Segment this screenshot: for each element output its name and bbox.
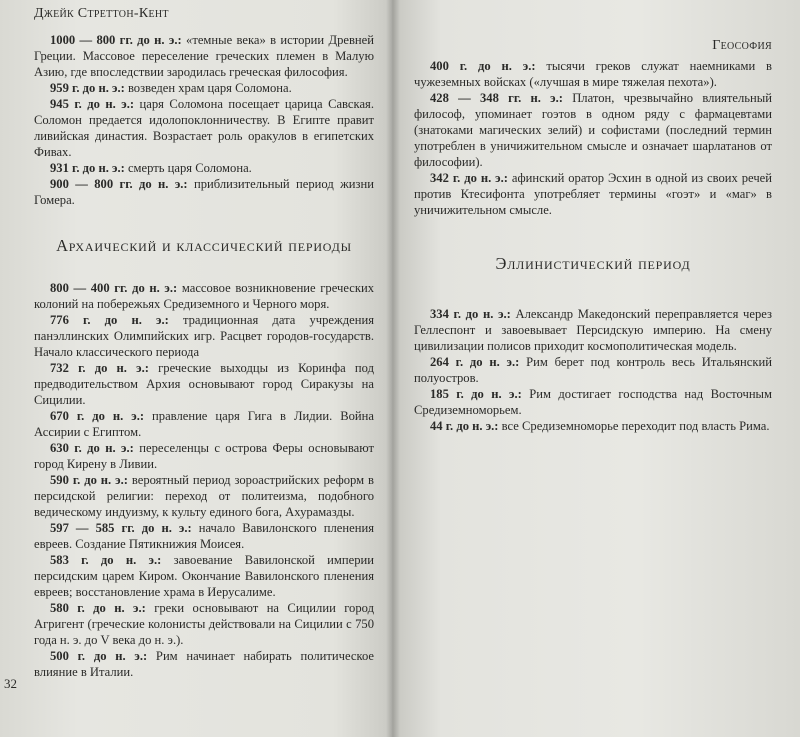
running-head-title: Геософия [712,38,772,53]
entry-date: 44 г. до н. э.: [430,419,499,433]
entry-text: царя Соломона посещает царица Савская. Соломон предается идолопоклонничеству. В Египте правит ливийская династия. Возрастает роль оракулов в египетских Фивах. [34,97,374,159]
entry-text: начало Вавилонского пленения евреев. Создание Пятикнижия Моисея. [34,521,374,551]
entry-date: 342 г. до н. э.: [430,171,508,185]
entry-date: 500 г. до н. э.: [50,649,148,663]
entry-date: 800 — 400 гг. до н. э.: [50,281,178,295]
timeline-entry [34,360,374,408]
entry-text: Рим берет под контроль весь Итальянский полуостров. [414,355,772,385]
timeline-entry [414,170,772,218]
running-head-author: Джейк Стреттон-Кент [34,6,169,21]
entry-text: традиционная дата учреждения панэллинских Олимпийских игр. Расцвет городов-государств. Начало классического периода [34,313,374,359]
entry-date: 670 г. до н. э.: [50,409,145,423]
entries-bottom-right [414,306,772,434]
timeline-entry [414,306,772,354]
timeline-entry [414,386,772,418]
entry-text: все Средиземноморье переходит под власть Рима. [498,419,770,433]
timeline-entry [34,600,374,648]
timeline-entry [34,176,374,208]
entry-date: 630 г. до н. э.: [50,441,134,455]
entry-text: приблизительный период жизни Гомера. [34,177,375,207]
entry-date: 428 — 348 гг. н. э.: [430,91,563,105]
right-page [392,0,800,737]
entry-text: афинский оратор Эсхин в одной из своих речей против Ктесифонта употребляет термины «гоэт» и «маг» в уничижительном смысле. [414,171,772,217]
entry-date: 334 г. до н. э.: [430,307,511,321]
timeline-entry [414,354,772,386]
entry-date: 945 г. до н. э.: [50,97,135,111]
timeline-entry [34,408,374,440]
entry-text: смерть царя Соломона. [124,161,252,175]
left-page [0,0,392,737]
entry-text: возведен храм царя Соломона. [124,81,292,95]
entry-text: Александр Македонский переправляется через Геллеспонт и завоевывает Персидскую империю. На смену цивилизации полисов приходит космополитическая модель. [414,307,772,353]
entry-text: греческие выходцы из Коринфа под предводительством Архия основывают город Сиракузы на Сицилии. [34,361,374,407]
entry-date: 900 — 800 гг. до н. э.: [50,177,188,191]
entry-date: 583 г. до н. э.: [50,553,162,567]
entry-date: 580 г. до н. э.: [50,601,146,615]
timeline-entry [34,520,374,552]
entry-text: Рим достигает господства над Восточным Средиземноморьем. [414,387,772,417]
timeline-entry [34,80,374,96]
entry-text: массовое возникновение греческих колоний на побережьях Средиземного и Черного моря. [34,281,374,311]
entry-date: 264 г. до н. э.: [430,355,520,369]
entry-date: 732 г. до н. э.: [50,361,149,375]
entry-date: 400 г. до н. э.: [430,59,536,73]
entry-date: 959 г. до н. э.: [50,81,125,95]
timeline-entry [34,96,374,160]
entry-text: переселенцы с острова Феры основывают город Кирену в Ливии. [34,441,375,471]
entries-top-left [34,32,374,208]
entry-date: 185 г. до н. э.: [430,387,522,401]
timeline-entry [34,648,374,680]
entry-text: правление царя Гига в Лидии. Война Ассирии с Египтом. [34,409,374,439]
entry-date: 590 г. до н. э.: [50,473,128,487]
timeline-entry [34,280,374,312]
entry-text: Рим начинает набирать политическое влияние в Италии. [34,649,374,679]
entry-date: 1000 — 800 гг. до н. э.: [50,33,182,47]
entry-text: завоевание Вавилонской империи персидским царем Киром. Окончание Вавилонского пленения евреев; восстановление храма в Иерусалиме. [34,553,374,599]
entry-date: 776 г. до н. э.: [50,313,169,327]
timeline-entry [34,440,374,472]
section-title-hellenistic: Эллинистический период [495,254,691,273]
entry-date: 597 — 585 гг. до н. э.: [50,521,192,535]
entry-text: «темные века» в истории Древней Греции. Массовое переселение греческих племен в Малую Азию, где впоследствии зародилась греческая философия. [34,33,374,79]
timeline-entry [414,90,772,170]
entry-text: вероятный период зороастрийских реформ в персидской религии: переход от политеизма, подобного ведическому индуизму, к культу единого бога, Ахурамазды. [34,473,374,519]
book-gutter [386,0,400,737]
timeline-entry [414,418,772,434]
entry-text: греки основывают на Сицилии город Агригент (греческие колонисты действовали на Сицилии с 750 года н. э. до V века до н. э.). [34,601,374,647]
timeline-entry [34,160,374,176]
timeline-entry [34,472,374,520]
section-title-archaic: Архаический и классический периоды [56,236,352,255]
entry-text: тысячи греков служат наемниками в чужеземных войсках («лучшая в мире тяжелая пехота»). [414,59,773,89]
timeline-entry [34,552,374,600]
entry-text: Платон, чрезвычайно влиятельный философ, упоминает гоэтов в одном ряду с фармацевтами (знатоками магических зелий) и софистами (последний термин употреблен в уничижительном смысле и означает шарлатанов от философии). [414,91,772,169]
entries-bottom-left [34,280,374,680]
timeline-entry [414,58,772,90]
page-number: 32 [4,676,17,691]
entries-top-right [414,58,772,218]
timeline-entry [34,312,374,360]
entry-date: 931 г. до н. э.: [50,161,125,175]
timeline-entry [34,32,374,80]
